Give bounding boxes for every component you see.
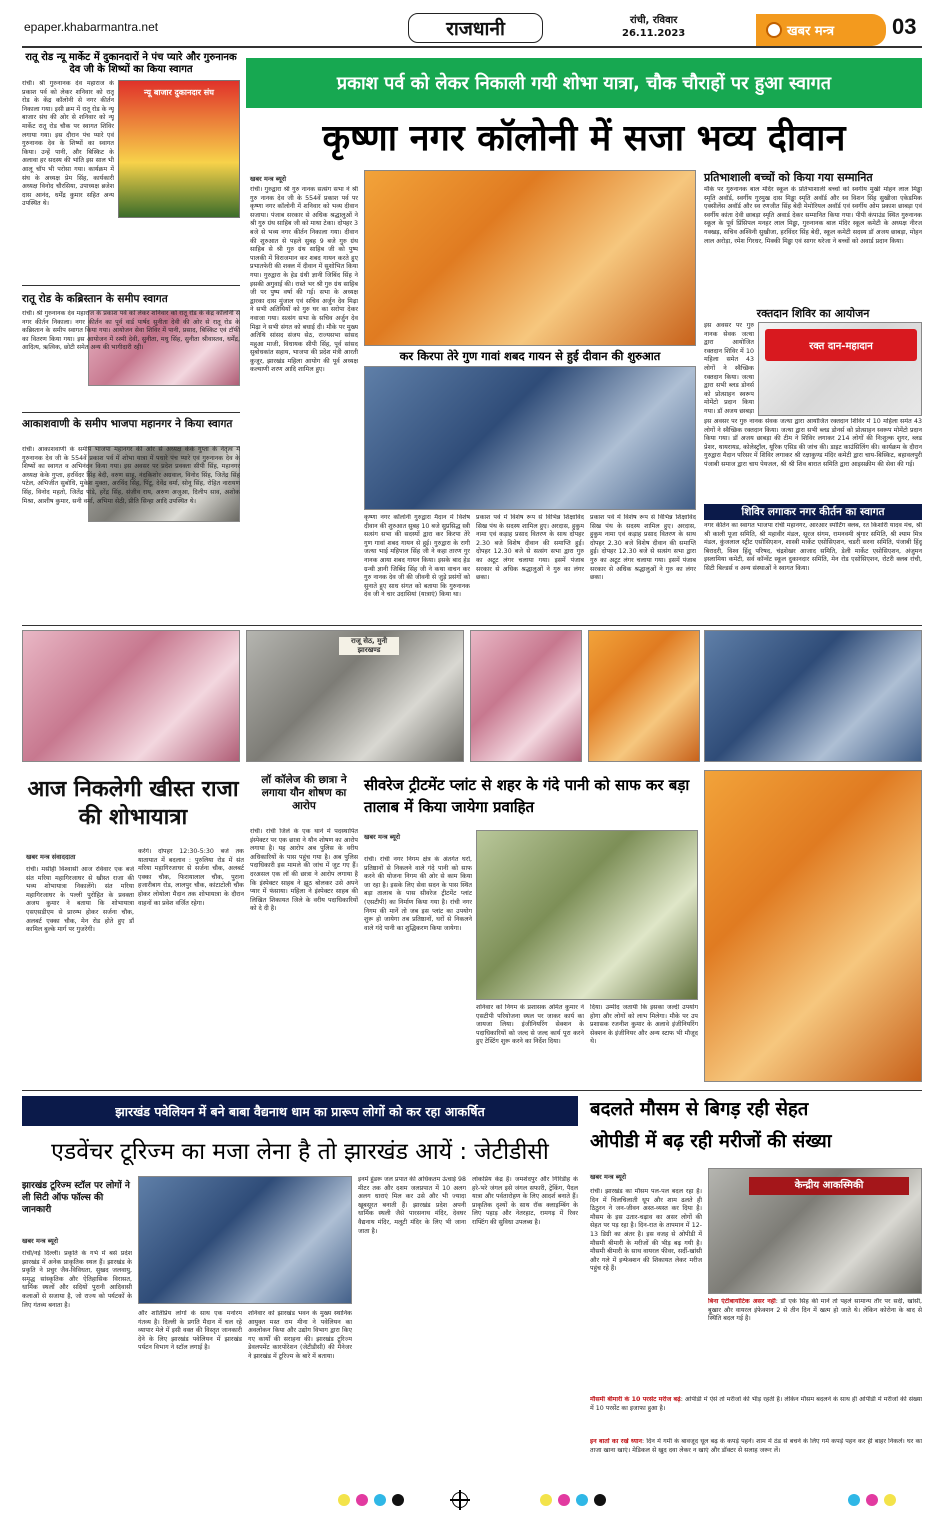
left-headline-1: रातू रोड न्यू मार्केट में दुकानदारों ने पंच प्यारे और गुरुनानक देव जी के शिष्यों का किया स्वागत [25,52,237,75]
issue-date: 26.11.2023 [622,28,686,39]
sewage-col-3: दिया। उम्मीद जतायी कि इसका जल्दी उपयोग होगा और लोगों को लाभ मिलेगा। मौके पर उप प्रशासक रजनीश कुमार के अलावे इंजीनियरिंग सेक्शन के इंजीनियर और अन्य स्टाफ भी मौजूद थे। [590,1004,698,1046]
place-day: रांची, रविवार [629,15,678,26]
strip-photo-1 [22,630,240,762]
jharkhand-col-4: इनमें हुंडरू जल प्रपात की अधिकतम ऊंचाई 98 मीटर तक और दशम जलप्रपात में 10 अलग अलग धाराएं मिल कर उसे और भी ज्यादा खूबसूरत बनाती हैं। झारखंड प्रदेश अपनी धार्मिक स्थली जैसे पारसनाथ मंदिर, देवघर वैद्यनाथ मंदिर, मलूटी मंदिर के लिए भी जाना जाता है। [358,1176,466,1235]
sewage-col-1: रांची। रांची नगर निगम क्षेत्र के अंतर्गत घरों, प्रतिष्ठानों से निकलने वाले गंदे पानी को साफ करने की योजना निगम की ओर से काम किया जा रहा है। इसके लिए सेवा सदन के पास स्थित बड़ा तालाब के पास सीवरेज ट्रीटमेंट प्लांट (एसटीपी) का निर्माण किया गया है। रांची नगर निगम की मानें तो जब इस प्लांट का उपयोग शुरू हो जायेगा तब प्रतिष्ठानों, घरों से निकलने वाले गंदे पानी का शुद्धिकरण किया जायेगा। [364,856,472,932]
color-dot-icon [356,1494,368,1506]
yatra-byline: खबर मन्त्र संवाददाता [26,853,76,861]
poster-title: न्यू बाजार दुकानदार संघ [144,88,214,97]
registration-mark-icon [452,1492,468,1508]
strip-photo-2 [246,630,464,762]
yatra-headline: आज निकलेगी खीस्त राजा की शोभायात्रा [27,777,239,830]
left-text-1: रांची। श्री गुरुनानक देव महाराज के प्रकाश पर्व को लेकर शनिवार को रातू रोड के केंद्र कॉलोनी से नगर कीर्तन निकाला गया। इसी क्रम में रातू रोड के न्यू बाजार संघ की ओर से शनिवार को न्यू मार्केट रातू रोड चौक पर स्वागत शिविर लगाया गया। इस दौरान पंच प्यारे एवं गुरुनानक देव के शिष्यों का स्वागत किया। उन्हें पानी, और बिस्किट के अलावा हर सदस्य की भांति इस साल भी आलू चॉप भी परोसा गया। कार्यक्रम में संघ के अध्यक्ष प्रेम सिंह, कार्यकारी अध्यक्ष विनोद चौरसिया, उपाध्यक्ष ब्रजेश दास आनंद, धर्मेंद्र कुमार सहित अन्य उपस्थित थे। [22,80,114,208]
hospital-photo [708,1168,922,1294]
blood-banner-text: रक्त दान-महादान [809,341,873,352]
site-url[interactable]: epaper.khabarmantra.net [24,20,159,34]
sewage-byline: खबर मन्त्र ब्यूरो [364,833,401,841]
right-text-2: इस अवसर पर गुरु नानक सेवक जत्था द्वारा आयोजित रक्तदान शिविर में 10 महिला समेत 43 लोगों ने स्वैच्छिक रक्तदान किया। जत्था द्वारा सभी ब्लड डोनर्स को प्रोत्साहन स्वरूप मोमेंटो प्रदान किया गया। डॉ अजय छाबड़ा [704,322,754,415]
jharkhand-col-2: और शांतिप्रिय लोगों के साथ एक मनोरम गंतव्य है। दिल्ली के प्रगति मैदान में चल रहे व्यापार मेले में इसी वक्त की विस्तृत जानकारी देने के लिए झारखंड पवेलियन में झारखंड पर्यटन विभाग ने स्टॉल लगाई है। [138,1310,242,1352]
health-text: रांची। झारखंड का मौसम पल-पल बदल रहा है। दिन में चिलचिलाती धूप और शाम ढलते ही ठिठुरन ने जन-जीवन अस्त-व्यस्त कर दिया है। मौसम के इस उतार-चढ़ाव का असर लोगों की सेहत पर पड़ रहा है। दिन-रात के तापमान में 12-13 डिग्री का अंतर है। इस वजह से ओपीडी में मौसमी बीमारी के मरीजों की भीड़ बढ़ गयी है। मौसमी बीमारी के साथ वायरल फीवर, सर्दी-खांसी और गले में इन्फेक्शन की शिकायत लेकर मरीज पहुंच रहे हैं। [590,1188,702,1273]
left-text-3: रांची। आकाशवाणी के समीप भाजपा महानगर की ओर से अध्यक्ष केके गुप्ता के नेतृत्व में गुरुनानक देव जी के 554वें प्रकाश पर्व में शोभा यात्रा में पधारे पंच प्यारे एवं गुरुनानक देव के शिष्यों का स्वागत व अभिनंदन किया गया। इस अवसर पर प्रदेश प्रवक्ता सीपी सिंह, महानगर अध्यक्ष केके गुप्ता, हरविंदर सिंह बेदी, वरुण साहू, नंदकिशोर अग्रवाल, विनोद सिंह, जितेंद्र सिंह पटेल, अभिजीत सुबोधि, मुकेश मुक्ता, अरविंद सिंह, पिंटू, देवेंद्र वर्मा, सोनू सिंह, रोहित नारायण सिंह, विनोद महतो, जितेंद्र पांडे, हरेंद्र सिंह, संजीव राय, अरुण अजुआ, दिलीप साव, अशोक मिश्रा, आशीष कुमार, सनी वर्मा, अभिमा सेठी, प्रीति सिन्हा आदि उपस्थित थे। [22,446,240,505]
strip-photo-3 [470,630,582,762]
health-headline-2: ओपीडी में बढ़ रही मरीजों की संख्या [590,1131,832,1152]
main-col-2: कृष्णा नगर कॉलोनी गुरुद्वारा मैदान में विशेष दीवान की शुरुआत सुबह 10 बजे सुप्रसिद्ध स्त्री सत्संग सभा की सदस्यों द्वारा कर किरपा तेरे गुण गावां शबद गायन से हुई। गुरुद्वारा के रागी जत्था भाई महिपाल सिंह जी ने कहा तारण गुर नानक आया शबद गायन किया। इसके बाद हेड ग्रन्थी ज्ञानी जिबिंद सिंह जी ने कथा वाचन कर गुरु नानक देव जी की जीवनी से जुड़े प्रसंगों को सुनाते हुए साध संगत को बताया कि गुरुनानक देव जी ने चार उदासियां (यात्राएं) किया था। [364,514,470,599]
health-note-1-text: : डॉ एके सिंह की मानें तो पहले सामान्य तौर पर सर्दी, खांसी, बुखार और वायरल इंफेक्शन 2 से तीन दिन में खत्म हो जाते थे। लेकिन कोरोना के बाद से स्थिति बदल गई है। [708,1298,922,1323]
color-dot-icon [374,1494,386,1506]
sewage-photo [476,830,698,1000]
jharkhand-subhead: झारखंड टूरिज्म स्टॉल पर लोगों ने ली सिटी ऑफ फॉल्स की जानकारी [22,1181,130,1215]
health-byline: खबर मन्त्र ब्यूरो [590,1173,627,1181]
strip-photo-sign: राजू सेठ, मुनी झारखण्ड [339,637,399,655]
color-dot-icon [884,1494,896,1506]
main-col-1: रांची। गुरुद्वारा श्री गुरु नानक सत्संग सभा ने श्री गुरु नानक देव जी के 554वें प्रकाश पर्व पर कृष्णा नगर कॉलोनी में शनिवार को भव्य दीवान सजाया। पंजाब सरकार से अधिक श्रद्धालुओं ने श्री गुरु ग्रंथ साहिब जी को माथा टेका। दोपहर 3 बजे से भव्य नगर कीर्तन निकाला गया। दीवान की शुरुआत से पहले सुबह 9 बजे गुरु ग्रंथ साहिब से श्री गुरु ग्रंथ साहिब जी को पुष्प पालकी में विराजमान कर शबद गायन करते हुए प्रभातफेरी की शक्ल में दीवान में सुशोभित किया गया। गुरुद्वारा के हेड ग्रंथी ज्ञानी जिबिंद सिंह ने इसकी अगुवाई की। रास्ते भर श्री गुरु ग्रंथ साहिब जी पर पुष्प वर्षा की गई। सभा के अध्यक्ष द्वारका दास मुंजाल एवं सचिव अर्जुन देव मिढ़ा ने सभी अतिथियों को गुरु घर का सरोपा देकर नवाजा गया। सत्संग सभा के सचिव अर्जुन देव मिढ़ा ने सभी संगत को बधाई दी। मौके पर मुख्य अतिथि सांसद संजय सेठ, राज्यसभा सांसद महुआ माजी, विधायक सीपी सिंह, पूर्व सांसद सुबोधकांत सहाय, भाजपा की प्रदेश मंत्री आरती कुजूर, झारखंड महिला आयोग की पूर्व अध्यक्ष कल्याणी शरण आदि शामिल हुए। [250,186,358,374]
main-byline: खबर मन्त्र ब्यूरो [250,175,287,183]
print-marks-far-right [848,1494,896,1506]
print-marks-right [540,1494,606,1506]
brand-logo-icon [766,22,782,38]
dateline [622,14,685,40]
jharkhand-banner [22,1096,578,1126]
strip-photo-4 [588,630,700,762]
yatra-col-2: करेंगे। दोपहर 12:30-5:30 बजे तक यातायात में बदलाव : पुरुलिया रोड में संत मरिया महागिरजाघर से सर्जना चौक, अलबर्ट एक्का चौक, फिरायालाल चौक, पुराना हजारीबाग रोड, लालपुर चौक, कांटाटोली चौक होकर लोयोला मैदान तक शोभायात्रा के दौरान वाहनों का प्रवेश वर्जित रहेगा। [138,848,244,907]
poster-photo [118,80,240,218]
health-note-2-text: : ओपीडी में ऐसे तो मरीजों की भीड़ रहती है। लेकिन मौसम बदलने के साथ ही ओपीडी में मरीजों की संख्या में 10 परसेंट का इजाफा हुआ है। [590,1396,922,1412]
section-title: राजधानी [446,18,505,40]
health-note-2-label: मौसमी बीमारी के 10 परसेंट मरीज बढ़े [590,1396,681,1403]
color-dot-icon [540,1494,552,1506]
page-number: 03 [892,14,917,39]
right-headline-2: रक्तदान शिविर का आयोजन [756,307,870,320]
jharkhand-col-3: शनिवार को झारखंड भवन के मुख्य स्थानिक आयुक्त मस्त राम मीना ने पवेलियन का अवलोकन किया और उद्योग विभाग द्वारा किए गए कार्यों की सराहना की। झारखंड टूरिज्म डेवलपमेंट कारपोरेशन (जेटीडीसी) की मैनेजर ने झारखंड में टूरिज्म के बारे में बताया। [248,1310,352,1360]
strip-photo-5 [704,630,922,762]
left-text-2: रांची। श्री गुरुनानक देव महाराज के प्रकाश पर्व को लेकर शनिवार को रातू रोड के केंद्र कॉलोनी से नगर कीर्तन निकाला। नगर कीर्तन का पूर्व वार्ड पार्षद सुनीता देवी की ओर से रातू रोड के कब्रिस्तान के समीप स्वागत किया गया। आयोजन सेवा शिविर में पानी, प्रसाद, बिस्किट एवं टॉफी का वितरण किया गया। इस आयोजन में रश्मी देवी, सुनीता, मधु सिंह, सुनीता श्रीवास्तव, धर्मेंद्र, आदित्य, ऋत्विक, छोटी समेत अन्य की भागीदारी रही। [22,310,240,352]
color-dot-icon [392,1494,404,1506]
brand-name: खबर मन्त्र [787,24,835,39]
jharkhand-col-1: रांची/नई दिल्ली। प्रकृति के गर्भ में बसे प्रदेश झारखंड में अनेक प्राकृतिक स्थल हैं। झारखंड के प्रकृति ने प्रचुर जैव-विविधता, सुखद जलवायु, समृद्ध सांस्कृतिक और ऐतिहासिक विरासत, धार्मिक स्थलों और सदियों पुरानी आदिवासी कलाओं से सजाया है, जो राज्य को पर्यटकों के लिए गंतव्य बनाता है। [22,1250,132,1309]
sewage-col-2: शनिवार को निगम के प्रशासक अमित कुमार ने एसटीपी परियोजना स्थल पर जाकर कार्य का जायजा लिया। इंजीनियरिंग सेक्शन के पदाधिकारियों को जल्द से जल्द कार्य पूरा करने हुए टेस्टिंग शुरू करने का निर्देश दिया। [476,1004,584,1046]
jharkhand-headline: एडवेंचर टूरिज्म का मजा लेना है तो झारखंड आयें : जेटीडीसी [51,1139,549,1165]
procession-photo [364,170,696,346]
blood-banner [765,329,917,361]
left-headline-2: रातू रोड के कब्रिस्तान के समीप स्वागत [22,293,168,305]
left-column [22,52,240,612]
right-text-2b: इस अवसर पर गुरु नानक सेवक जत्था द्वारा आयोजित रक्तदान शिविर में 10 महिला समेत 43 लोगों ने स्वैच्छिक रक्तदान किया। जत्था द्वारा सभी ब्लड डोनर्स को प्रोत्साहन स्वरूप मोमेंटो प्रदान किया गया। डॉ अजय छाबड़ा की टीम ने शिविर लगाकर 214 लोगों की निःशुल्क शुगर, ब्लड प्रेशर, थायरायड, कोलेस्ट्रॉल, यूरिक एसिड की जांच की। डाइट काउंसिलिंग की। कार्यक्रम के दौरान गुरुद्वारा मैदान परिसर में शिविर लगाकर श्री रक्षाकुण्ड मंदिर कमेटी द्वारा चाय-बिस्किट, बहावलपुरी पंजाबी समाज द्वारा चाय पेयजल, श्री श्री शिव बारात समिति द्वारा आइसक्रीम की सेवा की गई। [704,418,922,468]
right-text-1: मौके पर गुरुनानक बाल मंदिर स्कूल के प्रतिभाशाली बच्चों को स्वर्गीय मुखी मोहन लाल मिड्ढा स्मृति अवॉर्ड, स्वर्गीय गुरमुख दास मिड्ढा स्मृति अवॉर्ड और स्व विशन सिंह सुखीजा एकेडमिक एक्सीलेंस अवॉर्ड और स्व रणजीत सिंह बेदी मेमोरियल अवॉर्ड एवं स्वर्गीय ओम प्रकाश छाबड़ा एवं स्वर्गीय कांता देवी छाबड़ा स्मृति अवार्ड देकर सम्मानित किया गया। पीपी कंपाउंड स्थित गुरुनानक स्कूल के पूर्व प्रिंसिपल मनहर लाल मिड्ढा, गुरुनानक बाल मंदिर स्कूल कमेटी के अध्यक्ष नीरज गक्खड़, सचिव अश्विनी सुखीजा, हरविंदर सिंह बेदी, स्कूल कमेटी सदस्य डॉ अजय छाबड़ा, मोहन लाल अरोड़ा, रमेश गिरधर, मिक्की मिड्ढा एवं सागर थरेजा ने बच्चों को अवार्ड प्रदान किया। [704,186,922,245]
law-text: रांची। रांची जिले के एक थाने में पदस्थापित इंस्पेक्टर पर एक छात्रा ने यौन शोषण का आरोप लगाया है। यह आरोप अब पुलिस के वरीय अधिकारियों के पास पहुंच गया है। अब पुलिस पदाधिकारी इस मामले की जांच में जुट गए हैं। दरअसल एक लॉ की छात्रा ने आरोप लगाया है कि इंस्पेक्टर साहब ने झूठ बोलकर उसे अपने प्यार में फंसाया। महिला ने इंस्पेक्टर साहब की लिखित शिकायत जिले के वरीय पदाधिकारियों को दे दी है। [250,828,358,913]
jharkhand-banner-text: झारखंड पवेलियन में बने बाबा वैद्यनाथ धाम का प्रारूप लोगों को कर रहा आकर्षित [115,1103,485,1119]
color-dot-icon [338,1494,350,1506]
color-dot-icon [558,1494,570,1506]
health-note-1-label: बिना एंटीबायोटिक असर नहीं [708,1298,776,1305]
color-dot-icon [866,1494,878,1506]
color-dot-icon [848,1494,860,1506]
jharkhand-byline: खबर मन्त्र ब्यूरो [22,1237,59,1245]
yatra-col-1: रांची। मसीही विश्वासी आज रविवार एक बजे संत मरिया महागिरजाघर से खीस्त राजा की भव्य शोभायात्रा निकालेंगे। संत मरिया महागिरजाघर के पल्ली पुरोहित के प्रवक्ता अजय कुमार ने बताया कि शोभायात्रा एसएसडीएम से प्रारम्भ होकर सर्जना चौक, अलबर्ट एक्का चौक, मेन रोड होते हुए डॉ कामिल बुल्के मार्ग पर गुजरेगी। [26,866,134,934]
color-dot-icon [594,1494,606,1506]
right-text-3: नगर कीर्तन का स्वागत भाजपा रांची महानगर, आरआर स्पोर्टिंग क्लब, रत किशोरी यादव मंच, श्री श्री काली पूजा समिति, श्री महावीर मंडल, सूरज संगम, रामनवमी श्रृंगार समिति, श्री श्याम मित्र मंडल, कुंजलाल स्ट्रीट एसोसिएशन, शास्त्री मार्केट एसोसिएशन, चडरी सरना समिति, पंजाबी हिंदू बिरादरी, विश्व हिंदू परिषद, चंद्रशेखर आजाद समिति, डेली मार्केट एसोसिएशन, अंजुमन इस्लामिया कमेटी, सर्व कॉन्वेंट स्कूल दुकानदार समिति, मेन रोड एसोसिएशन, रोटरी क्लब रांची, सिटी बिल्डर्स व अन्य संस्थाओं ने स्वागत किया। [704,522,922,572]
main-col-4: प्रकाश पर्व में विशेष रूप से विभिन्न शिक्षाविद सिख पंथ के सदस्य शामिल हुए। अरदास, हुकुम नामा एवं कड़ाह प्रसाद वितरण के साथ दोपहर 2.30 बजे विशेष दीवान की समाप्ति हुई। दोपहर 12.30 बजे से सत्संग सभा द्वारा गुरु का अटूट लंगर चलाया गया। इसमें पंजाब सरकार से अधिक श्रद्धालुओं ने गुरु का लंगर छका। [590,514,696,582]
diwan-photo [364,366,696,510]
health-headline-1: बदलते मौसम से बिगड़ रही सेहत [590,1099,809,1120]
sewage-headline: सीवरेज ट्रीटमेंट प्लांट से शहर के गंदे पानी को साफ कर बड़ा तालाब में किया जायेगा प्रवाहित [364,776,690,816]
blood-camp-photo [758,322,922,416]
color-dot-icon [576,1494,588,1506]
right-headline-3: शिविर लगाकर नगर कीर्तन का स्वागत [704,504,922,520]
section-tab [408,13,543,43]
health-note-3 [590,1438,922,1482]
main-col-3: प्रकाश पर्व में विशेष रूप से विभिन्न शिक्षाविद सिख पंथ के सदस्य शामिल हुए। अरदास, हुकुम नामा एवं कड़ाह प्रसाद वितरण के साथ दोपहर 2.30 बजे विशेष दीवान की समाप्ति हुई। दोपहर 12.30 बजे से सत्संग सभा द्वारा गुरु का अटूट लंगर चलाया गया। इसमें पंजाब सरकार से अधिक श्रद्धालुओं ने गुरु का लंगर छका। [476,514,584,582]
brand-badge [756,14,886,46]
hospital-sign: केन्द्रीय आकस्मिकी [749,1177,909,1195]
rally-photo [704,770,922,1082]
photo-caption-1: कर किरपा तेरे गुण गावां शबद गायन से हुई दीवान की शुरुआत [399,349,661,363]
top-banner [246,58,922,108]
print-marks-left [338,1494,404,1506]
left-headline-3: आकाशवाणी के समीप भाजपा महानगर ने किया स्वागत [22,418,233,430]
health-note-2 [590,1396,922,1436]
health-note-3-label: इन बातों का रखें ध्यान [590,1438,643,1445]
pavilion-photo [138,1176,352,1304]
right-headline-1: प्रतिभाशाली बच्चों को किया गया सम्मानित [704,171,873,184]
masthead [0,0,945,50]
main-headline: कृष्णा नगर कॉलोनी में सजा भव्य दीवान [322,118,846,159]
health-note-3-text: : दिन में गर्मी के बावजूद धूल बढ़ के कपड़े पहनें। शाम में ठंड से बचने के लिए गर्म कपड़े पहन कर ही बाहर निकलें। घर का ताजा खाना खाएं। मेडिकल से खुद दवा लेकर न खाएं और डॉक्टर से सलाह जरूर लें। [590,1438,922,1454]
health-note-1 [708,1298,922,1342]
top-banner-text: प्रकाश पर्व को लेकर निकाली गयी शोभा यात्रा, चौक चौराहों पर हुआ स्वागत [336,73,832,94]
law-headline: लॉ कॉलेज की छात्रा ने लगाया यौन शोषण का आरोप [261,774,347,812]
jharkhand-col-5: लोकप्रिय केंद्र है। जमशेदपुर और गिरिडीह के हरे-भरे जंगल इसे जंगल सफारी, ट्रेकिंग, पैदल यात्रा और पर्वतारोहण के लिए आदर्श बनाते हैं। प्राकृतिक दृश्यों के साथ रॉक क्लाइम्बिंग के लिए पहाड़ और नेतरहाट, रामगढ़ में रिवर राफ्टिंग की सुविधा उपलब्ध है। [472,1176,578,1226]
